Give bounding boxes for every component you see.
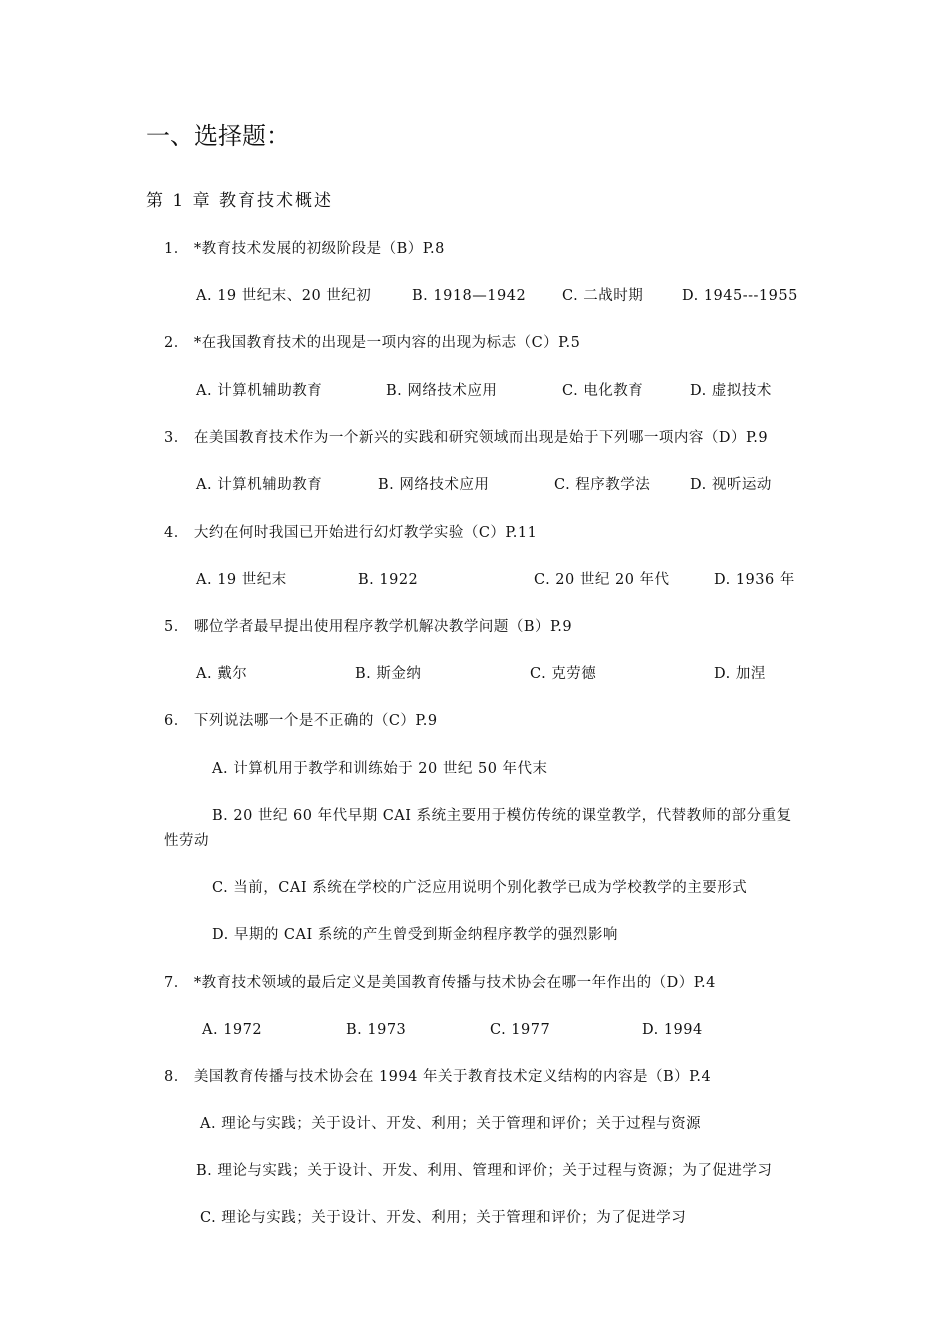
question-5: 5． 哪位学者最早提出使用程序教学机解决教学问题（B）P.9 [164, 619, 573, 635]
q5-option-b: B. 斯金纳 [355, 666, 422, 682]
q8-option-a: A. 理论与实践；关于设计、开发、利用；关于管理和评价；关于过程与资源 [200, 1116, 702, 1132]
question-8: 8． 美国教育传播与技术协会在 1994 年关于教育技术定义结构的内容是（B）P.4 [164, 1069, 712, 1085]
chapter-title: 第 1 章 教育技术概述 [146, 191, 334, 211]
q7-option-d: D. 1994 [642, 1022, 703, 1038]
q4-option-b: B. 1922 [358, 572, 419, 588]
q1-option-b: B. 1918—1942 [412, 288, 527, 304]
q5-option-c: C. 克劳德 [530, 666, 597, 682]
q6-option-d: D. 早期的 CAI 系统的产生曾受到斯金纳程序教学的强烈影响 [212, 927, 618, 943]
question-2: 2． *在我国教育技术的出现是一项内容的出现为标志（C）P.5 [164, 335, 581, 351]
q7-option-b: B. 1973 [346, 1022, 407, 1038]
q1-option-c: C. 二战时期 [562, 288, 644, 304]
q8-option-c: C. 理论与实践；关于设计、开发、利用；关于管理和评价；为了促进学习 [200, 1210, 687, 1226]
question-7: 7． *教育技术领域的最后定义是美国教育传播与技术协会在哪一年作出的（D）P.4 [164, 975, 716, 991]
q2-option-b: B. 网络技术应用 [386, 383, 498, 399]
q5-option-a: A. 戴尔 [196, 666, 248, 682]
q4-option-c: C. 20 世纪 20 年代 [534, 572, 670, 588]
q5-option-d: D. 加涅 [714, 666, 766, 682]
q1-option-a: A. 19 世纪末、20 世纪初 [196, 288, 372, 304]
q1-option-d: D. 1945---1955 [682, 288, 798, 304]
question-3: 3． 在美国教育技术作为一个新兴的实践和研究领域而出现是始于下列哪一项内容（D）P.9 [164, 430, 769, 446]
question-1: 1． *教育技术发展的初级阶段是（B）P.8 [164, 241, 445, 257]
q2-option-d: D. 虚拟技术 [690, 383, 772, 399]
q2-option-c: C. 电化教育 [562, 383, 644, 399]
q6-option-c: C. 当前，CAI 系统在学校的广泛应用说明个别化教学已成为学校教学的主要形式 [212, 880, 748, 896]
q3-option-a: A. 计算机辅助教育 [196, 477, 323, 493]
q8-option-b: B. 理论与实践；关于设计、开发、利用、管理和评价；关于过程与资源；为了促进学习 [196, 1163, 773, 1179]
q7-option-a: A. 1972 [202, 1022, 263, 1038]
section-title: 一、选择题： [146, 122, 290, 150]
q2-option-a: A. 计算机辅助教育 [196, 383, 323, 399]
q6-option-b: B. 20 世纪 60 年代早期 CAI 系统主要用于模仿传统的课堂教学，代替教师的部分重复 [212, 808, 792, 824]
q3-option-b: B. 网络技术应用 [378, 477, 490, 493]
question-6: 6． 下列说法哪一个是不正确的（C）P.9 [164, 713, 438, 729]
q3-option-d: D. 视听运动 [690, 477, 772, 493]
q7-option-c: C. 1977 [490, 1022, 551, 1038]
q6-option-a: A. 计算机用于教学和训练始于 20 世纪 50 年代末 [212, 761, 548, 777]
q4-option-d: D. 1936 年 [714, 572, 795, 588]
q4-option-a: A. 19 世纪末 [196, 572, 287, 588]
question-4: 4． 大约在何时我国已开始进行幻灯教学实验（C）P.11 [164, 525, 538, 541]
q3-option-c: C. 程序教学法 [554, 477, 651, 493]
q6-option-b-continued: 性劳动 [164, 833, 209, 849]
